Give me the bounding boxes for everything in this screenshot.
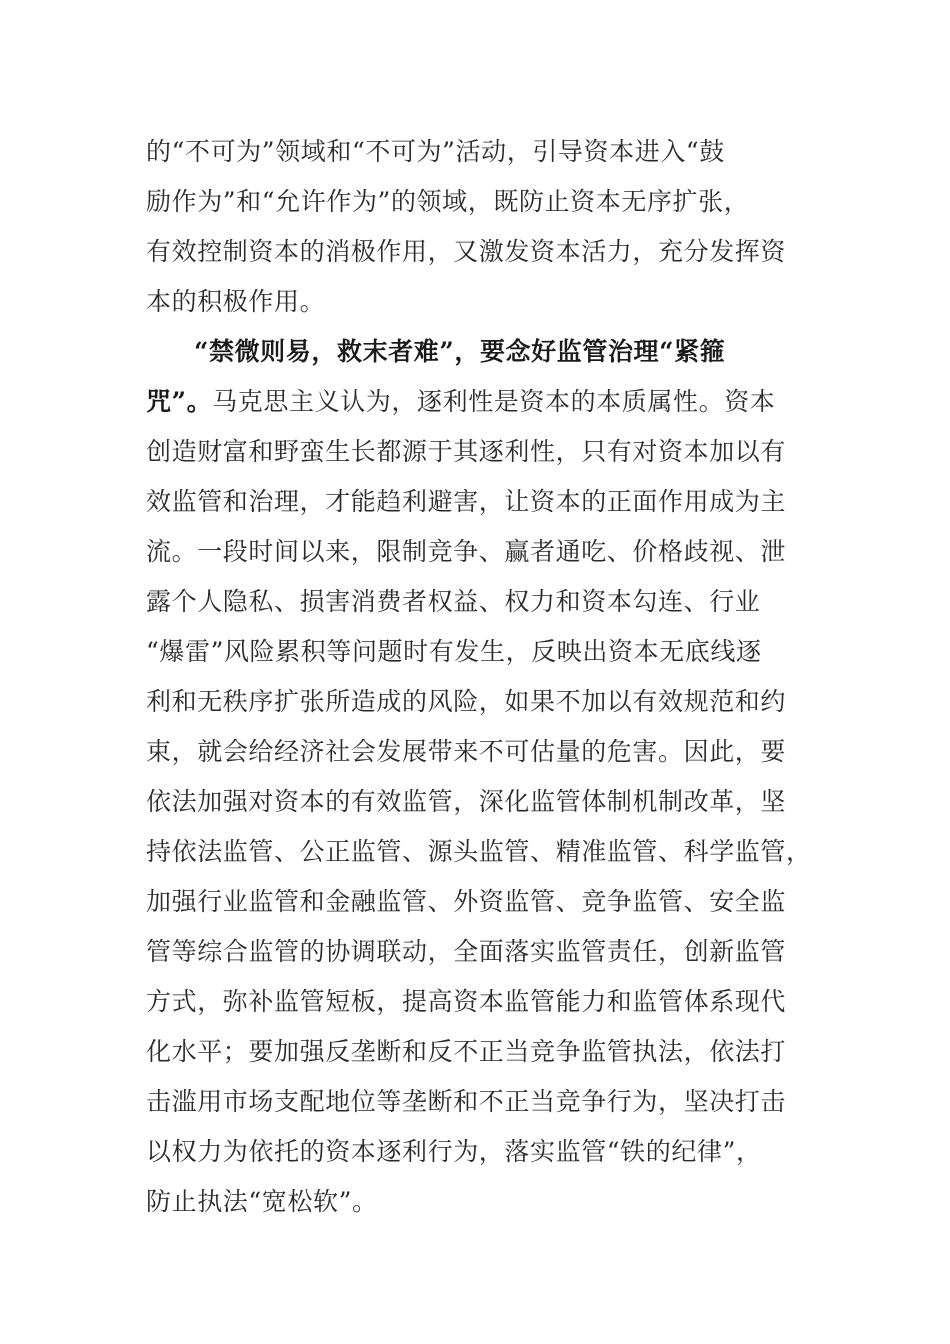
text-line: “爆雷”风险累积等问题时有发生，反映出资本无底线逐	[146, 637, 762, 666]
section-heading: “禁微则易，救末者难”，要念好监管治理“紧箍	[194, 337, 726, 366]
text-line: 击滥用市场支配地位等垄断和不正当竞争行为，坚决打击	[146, 1087, 787, 1116]
text-line: 化水平；要加强反垄断和反不正当竞争监管执法，依法打	[146, 1037, 787, 1066]
body-text	[146, 127, 812, 1227]
text-line: 束，就会给经济社会发展带来不可估量的危害。因此，要	[146, 737, 787, 766]
text-line: 的“不可为”领域和“不可为”活动，引导资本进入“鼓	[146, 137, 725, 166]
paragraph-2	[146, 327, 812, 1227]
text-line: 励作为”和“允许作为”的领域，既防止资本无序扩张，	[146, 187, 750, 216]
paragraph-1	[146, 127, 806, 327]
text-line: 以权力为依托的资本逐利行为，落实监管“铁的纪律”，	[146, 1137, 762, 1166]
text-line: 防止执法“宽松软”。	[146, 1187, 378, 1216]
section-heading-end: 咒”。	[146, 387, 213, 416]
text-line: 方式，弥补监管短板，提高资本监管能力和监管体系现代	[146, 987, 787, 1016]
text-line: 流。一段时间以来，限制竞争、赢者通吃、价格歧视、泄	[146, 537, 787, 566]
text-line	[146, 377, 806, 427]
text-line: 管等综合监管的协调联动，全面落实监管责任，创新监管	[146, 937, 787, 966]
text-line: 露个人隐私、损害消费者权益、权力和资本勾连、行业	[146, 587, 761, 616]
text-line: 本的积极作用。	[146, 287, 326, 316]
text-line: 利和无秩序扩张所造成的风险，如果不加以有效规范和约	[146, 687, 787, 716]
text-line: 创造财富和野蛮生长都源于其逐利性，只有对资本加以有	[146, 437, 787, 466]
text-line: 加强行业监管和金融监管、外资监管、竞争监管、安全监	[146, 887, 787, 916]
text-line: 依法加强对资本的有效监管，深化监管体制机制改革，坚	[146, 787, 787, 816]
text-line-continuation: 马克思主义认为，逐利性是资本的本质属性。资本	[212, 387, 776, 416]
text-line: 持依法监管、公正监管、源头监管、精准监管、科学监管，	[146, 837, 812, 866]
text-line: 有效控制资本的消极作用，又激发资本活力，充分发挥资	[146, 237, 787, 266]
text-line: 效监管和治理，才能趋利避害，让资本的正面作用成为主	[146, 487, 787, 516]
